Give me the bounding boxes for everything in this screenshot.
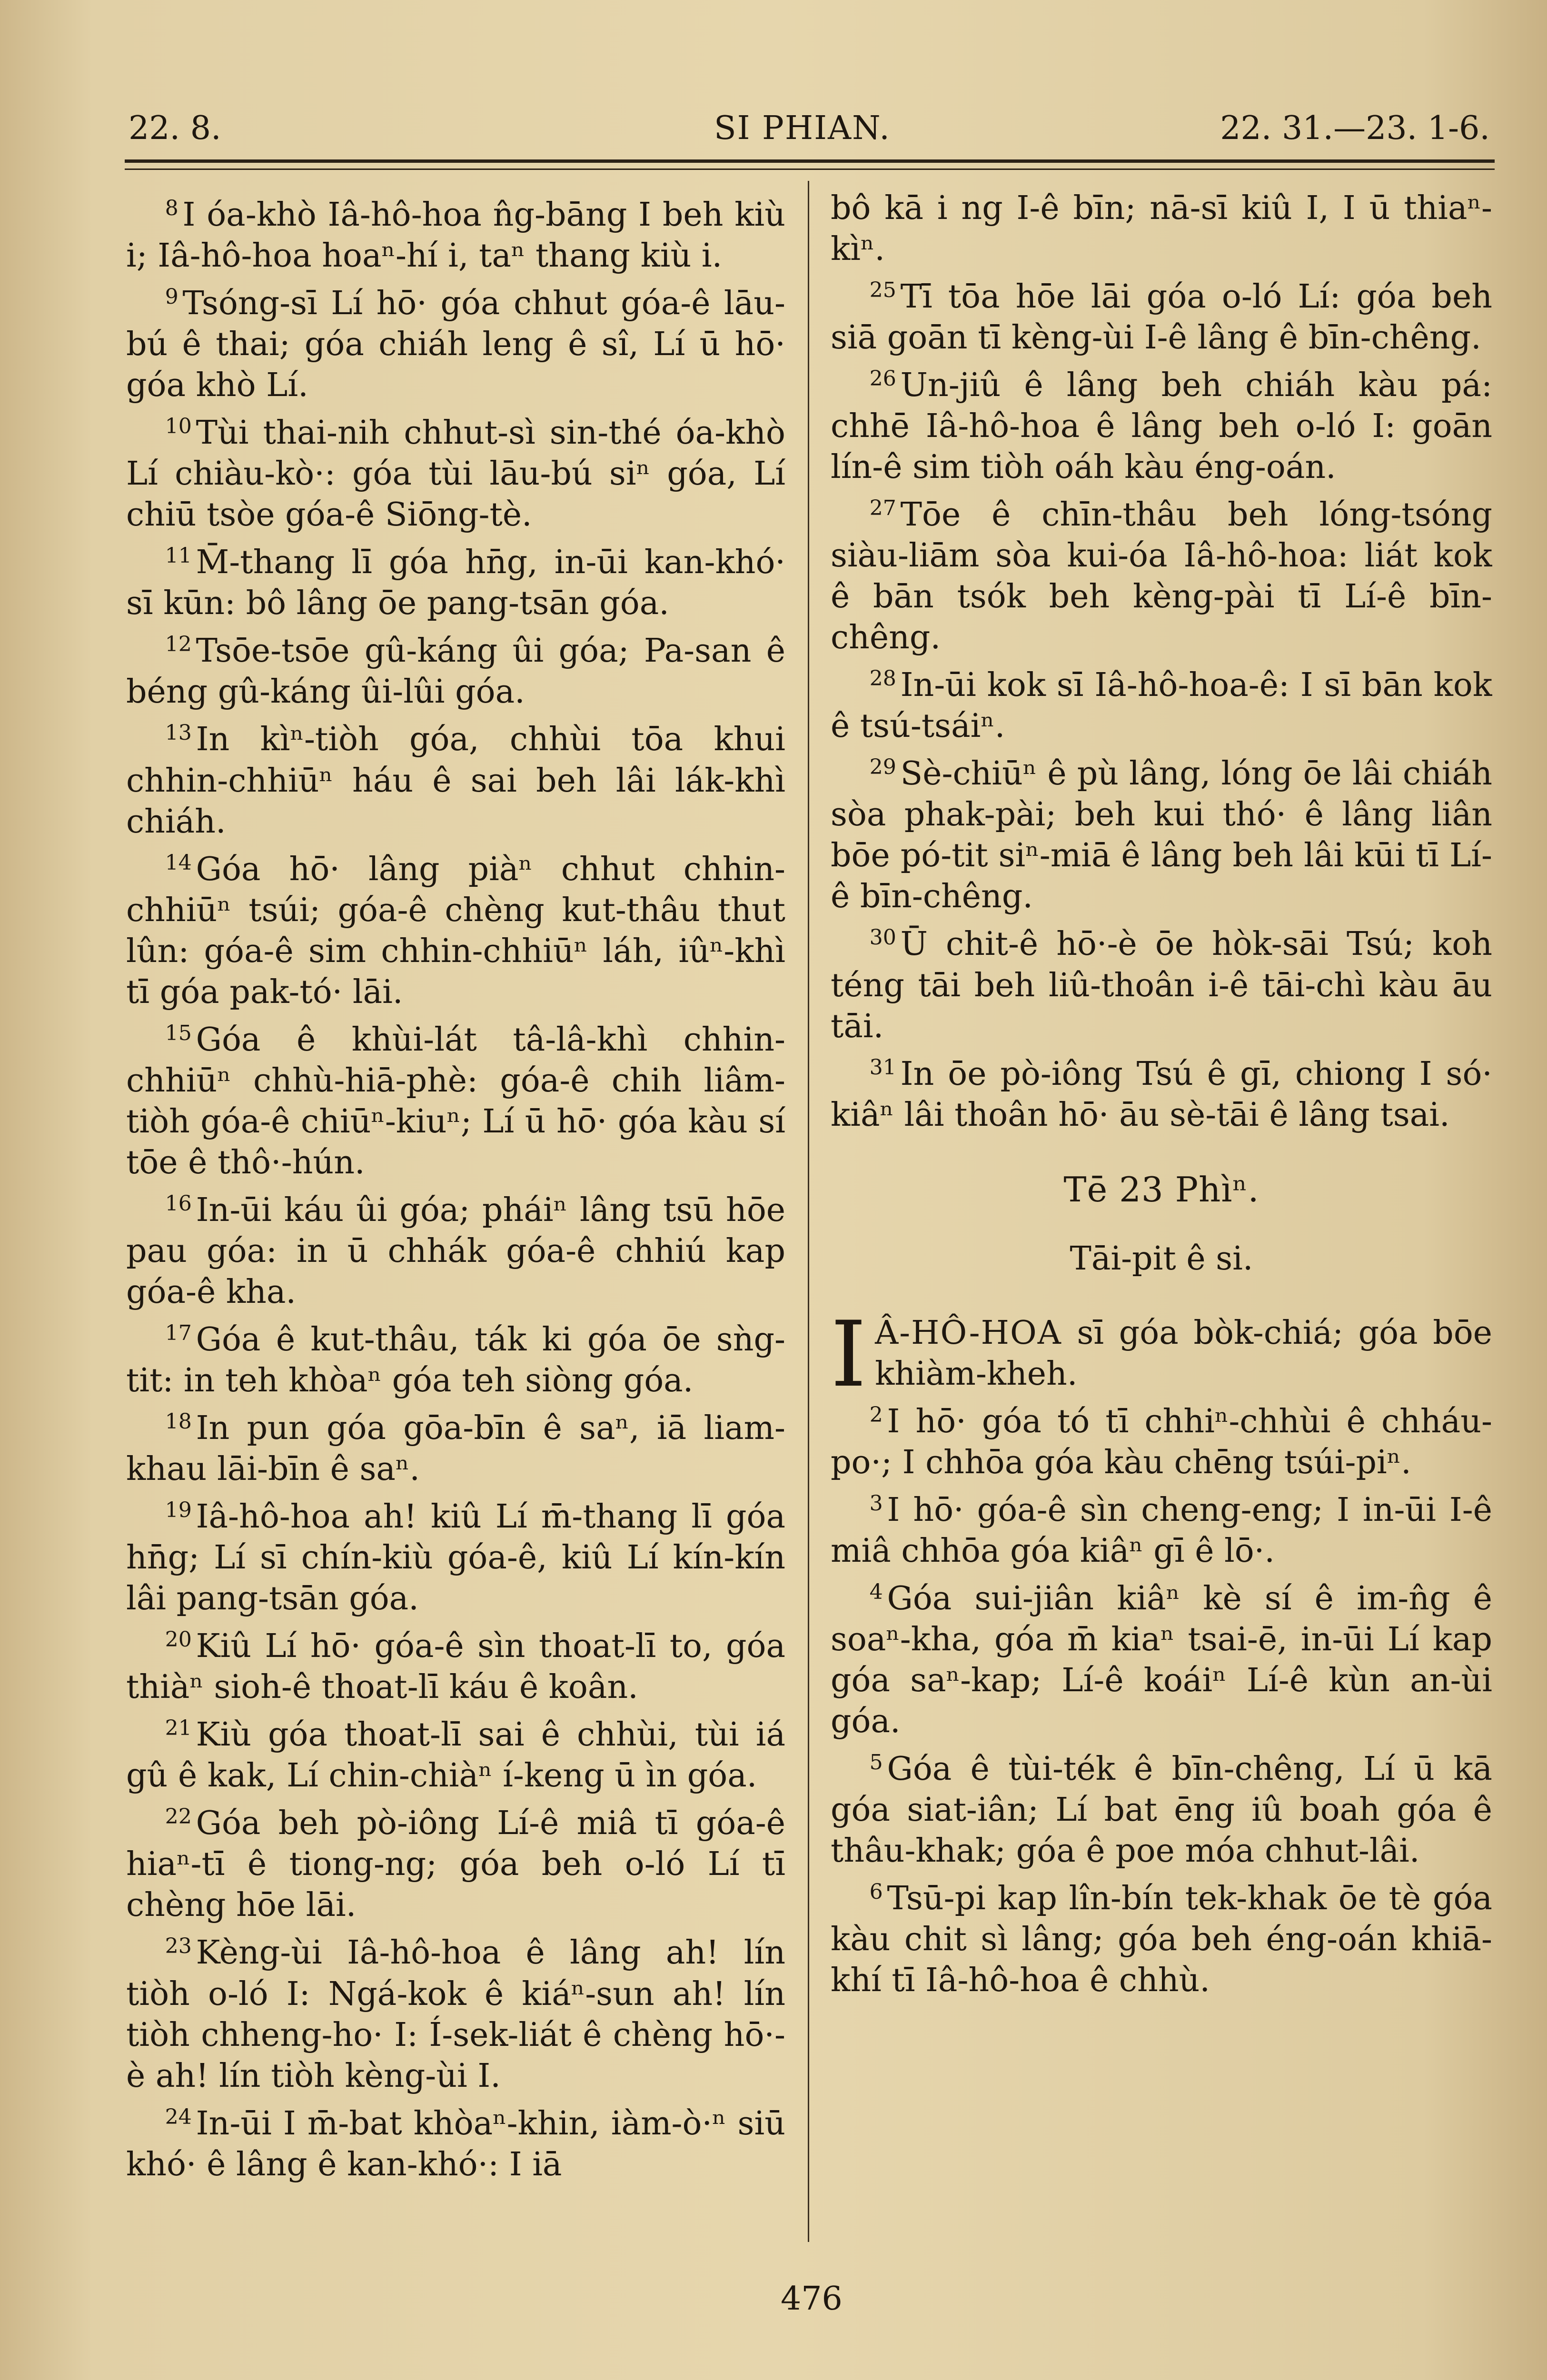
verse [831, 1395, 1492, 1483]
verse [126, 1313, 785, 1401]
verse-number: 19 [165, 1498, 192, 1523]
verse-text: Góa ê khùi-lát tâ-lâ-khì chhin-chhiūⁿ chhù-hiā-phè: góa-ê chih liâm-tiòh góa-ê chiūⁿ-kiuⁿ; Lí ū hō· góa kàu sí tōe ê thô·-hún. [126, 1021, 785, 1181]
verse-text: In-ūi kok sī Iâ-hô-hoa-ê: I sī bān kok ê tsú-tsáiⁿ. [831, 666, 1492, 745]
verse [126, 1619, 785, 1708]
verse-first [831, 1301, 1492, 1407]
header-right-reference: 22. 31.—23. 1-6. [1220, 109, 1490, 147]
page-header [129, 109, 1490, 162]
header-book-title: SI PHIAN. [714, 109, 891, 147]
verse-text: In-ūi káu ûi góa; pháiⁿ lâng tsū hōe pau góa: in ū chhák góa-ê chhiú kap góa-ê kha. [126, 1191, 785, 1311]
verse-number: 29 [869, 755, 896, 780]
verse-first-caps: Â-HÔ-HOA [875, 1314, 1062, 1352]
verse-text: Iâ-hô-hoa ah! kiû Lí m̄-thang lī góa hn̄g; Lí sī chín-kiù góa-ê, kiû Lí kín-kín lâi pang-tsān góa. [126, 1498, 785, 1618]
verse-text: Góa sui-jiân kiâⁿ kè sí ê im-n̂g ê soaⁿ-kha, góa m̄ kiaⁿ tsai-ē, in-ūi Lí kap góa saⁿ-kap; Lí-ê koáiⁿ Lí-ê kùn an-ùi góa. [831, 1579, 1492, 1740]
verse [126, 1401, 785, 1490]
verse [831, 1572, 1492, 1742]
verse-text: Góa ê kut-thâu, ták ki góa ōe sǹg-tit: in teh khòaⁿ góa teh siòng góa. [126, 1320, 785, 1399]
verse-number: 28 [869, 666, 896, 691]
verse-text: In-ūi I m̄-bat khòaⁿ-khin, iàm-ò·ⁿ siū khó· ê lâng ê kan-khó·: I iā [126, 2104, 785, 2183]
verse-text: In pun góa gōa-bīn ê saⁿ, iā liam-khau lāi-bīn ê saⁿ. [126, 1409, 785, 1488]
verse [126, 1708, 785, 1796]
verse-number: 14 [165, 850, 192, 875]
verse-number: 8 [165, 196, 178, 220]
verse [831, 1742, 1492, 1872]
verse [126, 406, 785, 536]
verse-text: Tùi thai-nih chhut-sì sin-thé óa-khò Lí chiàu-kò·: góa tùi lāu-bú siⁿ góa, Lí chiū tsòe góa-ê Siōng-tè. [126, 414, 785, 534]
verse-text: I hō· góa-ê sìn cheng-eng; I in-ūi I-ê miâ chhōa góa kiâⁿ gī ê lō·. [831, 1491, 1492, 1570]
verse-number: 10 [165, 414, 192, 439]
verse-number: 16 [165, 1191, 192, 1216]
verse-text: Tsōe-tsōe gû-káng ûi góa; Pa-san ê béng gû-káng ûi-lûi góa. [126, 632, 785, 711]
verse-text: Tōe ê chīn-thâu beh lóng-tsóng siàu-liām sòa kui-óa Iâ-hô-hoa: liát kok ê bān tsók beh kèng-pài tī Lí-ê bīn-chêng. [831, 496, 1492, 657]
verse [126, 1926, 785, 2096]
verse [831, 1872, 1492, 2001]
verse-number: 22 [165, 1805, 192, 1829]
verse [126, 277, 785, 406]
verse-number: 20 [165, 1627, 192, 1652]
verse [831, 270, 1492, 358]
verse-number: 5 [869, 1750, 883, 1775]
verse [126, 536, 785, 624]
verse-text: Kiû Lí hō· góa-ê sìn thoat-lī to, góa thiàⁿ sioh-ê thoat-lī káu ê koân. [126, 1627, 785, 1706]
verse [831, 1047, 1492, 1136]
verse-number: 9 [165, 285, 178, 309]
verse-text: Ū chit-ê hō·-è ōe hòk-sāi Tsú; koh téng tāi beh liû-thoân i-ê tāi-chì kàu āu tāi. [831, 925, 1492, 1045]
verse [831, 658, 1492, 747]
verse-text: I hō· góa tó tī chhiⁿ-chhùi ê chháu-po·; I chhōa góa kàu chēng tsúi-piⁿ. [831, 1402, 1492, 1481]
verse [831, 1483, 1492, 1572]
verse-first-text: sī góa bòk-chiá; góa bōe khiàm-kheh. [875, 1314, 1492, 1393]
verse [126, 1183, 785, 1313]
verse-text: Góa hō· lâng piàⁿ chhut chhin-chhiūⁿ tsúi; góa-ê chèng kut-thâu thut lûn: góa-ê sim chhin-chhiūⁿ láh, iûⁿ-khì tī góa pak-tó· lāi. [126, 850, 785, 1011]
verse-number: 12 [165, 632, 192, 657]
left-column [126, 188, 785, 2282]
verse-number: 27 [869, 496, 896, 521]
column-divider [808, 181, 809, 2242]
verse-text: In ōe pò-iông Tsú ê gī, chiong I só· kiâⁿ lâi thoân hō· āu sè-tāi ê lâng tsai. [831, 1055, 1492, 1134]
verse-continuation: bô kā i ng I-ê bīn; nā-sī kiû I, I ū thiaⁿ-kìⁿ. [831, 189, 1492, 268]
verse-text: In kìⁿ-tiòh góa, chhùi tōa khui chhin-chhiūⁿ háu ê sai beh lâi lák-khì chiáh. [126, 721, 785, 841]
verse-text: Kiù góa thoat-lī sai ê chhùi, tùi iá gû ê kak, Lí chin-chiàⁿ í-keng ū ìn góa. [126, 1716, 785, 1795]
verse [126, 1013, 785, 1183]
verse-text: Tsóng-sī Lí hō· góa chhut góa-ê lāu-bú ê thai; góa chiáh leng ê sî, Lí ū hō· góa khò Lí. [126, 285, 785, 405]
chapter-subtitle: Tāi-pit ê si. [1070, 1240, 1253, 1278]
drop-cap: I [831, 1301, 867, 1407]
verse-number: 13 [165, 721, 192, 745]
verse-text: Sè-chiūⁿ ê pù lâng, lóng ōe lâi chiáh sòa phak-pài; beh kui thó· ê lâng liân bōe pó-tit siⁿ-miā ê lâng beh lâi kūi tī Lí-ê bīn-chêng. [831, 755, 1492, 916]
verse-number: 4 [869, 1579, 883, 1604]
verse-number: 15 [165, 1021, 192, 1045]
verse [126, 1490, 785, 1619]
verse-text: I óa-khò Iâ-hô-hoa n̂g-bāng I beh kiù i; Iâ-hô-hoa hoaⁿ-hí i, taⁿ thang kiù i. [126, 196, 785, 275]
verse-text: Góa ê tùi-ték ê bīn-chêng, Lí ū kā góa siat-iân; Lí bat ēng iû boah góa ê thâu-khak; góa ê poe móa chhut-lâi. [831, 1750, 1492, 1870]
page-number: 476 [781, 2280, 843, 2318]
verse-text: M̄-thang lī góa hn̄g, in-ūi kan-khó· sī kūn: bô lâng ōe pang-tsān góa. [126, 544, 785, 623]
verse-number: 24 [165, 2104, 192, 2129]
verse-number: 2 [869, 1402, 883, 1427]
verse [831, 488, 1492, 658]
verse [831, 747, 1492, 917]
verse [126, 188, 785, 277]
verse [126, 713, 785, 842]
verse-number: 3 [869, 1491, 883, 1516]
header-rule-thin [125, 169, 1495, 170]
verse-text: Tsū-pi kap lîn-bín tek-khak ōe tè góa kàu chit sì lâng; góa beh éng-oán khiā-khí tī Iâ-hô-hoa ê chhù. [831, 1880, 1492, 2000]
right-column [831, 188, 1492, 2282]
verse-number: 25 [869, 278, 896, 302]
header-rule-thick [125, 159, 1495, 163]
verse [831, 917, 1492, 1047]
verse [126, 2097, 785, 2185]
verse [126, 624, 785, 713]
verse-number: 30 [869, 925, 896, 950]
verse-number: 31 [869, 1055, 896, 1080]
verse-number: 23 [165, 1934, 192, 1959]
verse-text: Tī tōa hōe lāi góa o-ló Lí: góa beh siā goān tī kèng-ùi I-ê lâng ê bīn-chêng. [831, 278, 1492, 357]
verse-number: 26 [869, 367, 896, 391]
verse-number: 17 [165, 1320, 192, 1345]
verse-number: 21 [165, 1716, 192, 1741]
verse-number: 18 [165, 1409, 192, 1434]
chapter-title: Tē 23 Phìⁿ. [1063, 1169, 1259, 1210]
verse-text: Góa beh pò-iông Lí-ê miâ tī góa-ê hiaⁿ-tī ê tiong-ng; góa beh o-ló Lí tī chèng hōe lāi. [126, 1805, 785, 1924]
verse-number: 11 [165, 544, 192, 568]
verse-text: Kèng-ùi Iâ-hô-hoa ê lâng ah! lín tiòh o-ló I: Ngá-kok ê kiáⁿ-sun ah! lín tiòh chheng-ho· I: Í-sek-liát ê chèng hō·-è ah! lín tiòh kèng-ùi I. [126, 1934, 785, 2095]
verse-number: 6 [869, 1880, 883, 1904]
header-left-reference: 22. 8. [129, 109, 221, 147]
verse [126, 843, 785, 1013]
verse [831, 358, 1492, 488]
verse [126, 1796, 785, 1926]
verse-text: Un-jiû ê lâng beh chiáh kàu pá: chhē Iâ-hô-hoa ê lâng beh o-ló I: goān lín-ê sim tiòh oáh kàu éng-oán. [831, 367, 1492, 486]
